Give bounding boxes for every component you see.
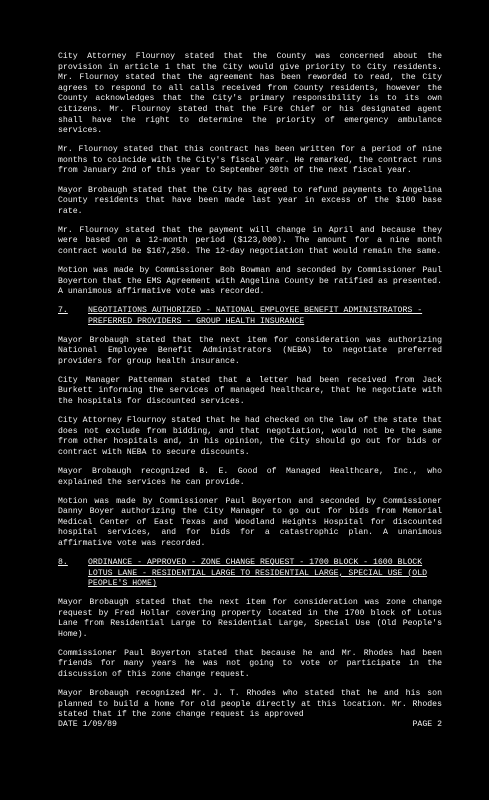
item-title: ORDINANCE - APPROVED - ZONE CHANGE REQUEST - 1700 BLOCK - 1600 BLOCK LOTUS LANE - RESIDENTIAL LARGE TO RESIDENTIAL LARGE, SPECIAL USE (OLD PEOPLE'S HOME) <box>88 558 428 589</box>
paragraph: City Attorney Flournoy stated that the County was concerned about the provision in article 1 that the City would give priority to City residents. Mr. Flournoy stated that the agreement has been reworded to read, the City agrees to respond to all calls received from County residents, however the County acknowledges that the City's primary responsibility is to its own citizens. Mr. Flournoy stated that the Fire Chief or his designated agent shall have the right to determine the priority of emergency ambulance services. <box>58 52 442 136</box>
minutes-page <box>58 52 442 729</box>
paragraph: Mayor Brobaugh recognized B. E. Good of Managed Healthcare, Inc., who explained the services he can provide. <box>58 467 442 487</box>
paragraph: Mayor Brobaugh stated that the next item for consideration was zone change request by Fred Hollar covering property located in the 1700 block of Lotus Lane from Residential Large to Residential Large, Special Use (Old People's Home). <box>58 597 442 639</box>
item-number: 7. <box>58 306 68 316</box>
paragraph: Mr. Flournoy stated that this contract has been written for a period of nine months to coincide with the City's fiscal year. He remarked, the contract runs from January 2nd of this year to September 30th of the next fiscal year. <box>58 145 442 176</box>
item-title: NEGOTIATIONS AUTHORIZED - NATIONAL EMPLOYEE BENEFIT ADMINISTRATORS - PREFERRED PROVIDERS - GROUP HEALTH INSURANCE <box>88 306 423 326</box>
page-number: PAGE 2 <box>412 720 442 729</box>
paragraph: City Manager Pattenman stated that a letter had been received from Jack Burkett informing the services of managed healthcare, that he negotiate with the hospitals for discounted services. <box>58 375 442 407</box>
paragraph: Mayor Brobaugh stated that the next item for consideration was authorizing National Employee Benefit Administrators (NEBA) to negotiate preferred providers for group health insurance. <box>58 335 442 366</box>
footer-date: DATE 1/09/89 <box>58 720 117 729</box>
paragraph: Commissioner Paul Boyerton stated that because he and Mr. Rhodes had been friends for many years he was not going to vote or participate in the discussion of this zone change request. <box>58 648 442 679</box>
paragraph: Mayor Brobaugh recognized Mr. J. T. Rhodes who stated that he and his son planned to build a home for old people directly at this location. Mr. Rhodes stated that if the zone change request is approved <box>58 689 442 720</box>
paragraph: City Attorney Flournoy stated that he had checked on the law of the state that does not exclude from bidding, and that negotiation, would not be the same from other hospitals and, in his opinion, the City should go out for bids or contract with NEBA to secure discounts. <box>58 416 442 457</box>
item-number: 8. <box>58 558 68 568</box>
paragraph: Mayor Brobaugh stated that the City has agreed to refund payments to Angelina County residents that have been made last year in excess of the $100 base rate. <box>58 185 442 216</box>
paragraph: Mr. Flournoy stated that the payment will change in April and because they were based on a 12-month period ($123,000). The amount for a nine month contract would be $167,250. The 12-day negotiation that would remain the same. <box>58 225 442 256</box>
agenda-item-8 <box>58 558 442 590</box>
page-footer <box>58 720 442 731</box>
agenda-item-7 <box>58 306 442 327</box>
paragraph: Motion was made by Commissioner Paul Boyerton and seconded by Commissioner Danny Boyer authorizing the City Manager to go out for bids from Memorial Medical Center of East Texas and Woodland Heights Hospital for discounted hospital services, and for bids for a catastrophic plan. A unanimous affirmative vote was recorded. <box>58 496 442 549</box>
paragraph: Motion was made by Commissioner Bob Bowman and seconded by Commissioner Paul Boyerton that the EMS Agreement with Angelina County be ratified as presented. A unanimous affirmative vote was recorded. <box>58 266 442 297</box>
